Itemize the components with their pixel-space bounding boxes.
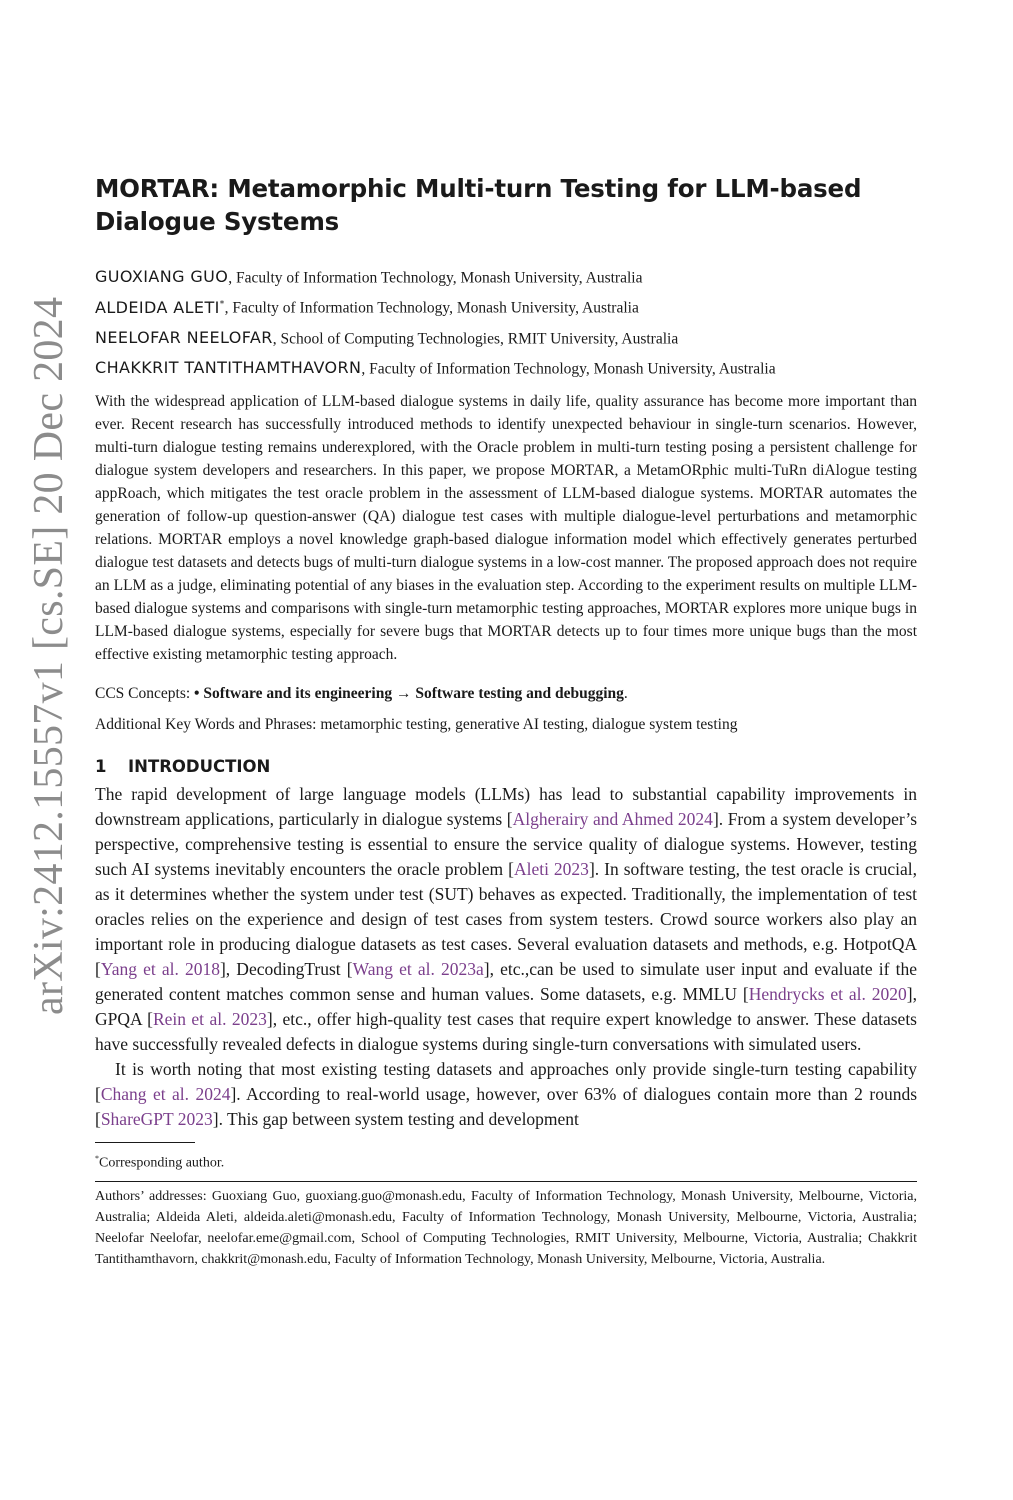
paragraph-text: ]. This gap between system testing and development	[212, 1108, 579, 1129]
citation-link[interactable]: Aleti 2023	[513, 858, 589, 879]
citation-link[interactable]: Yang et al. 2018	[100, 958, 220, 979]
section-heading-introduction: 1 INTRODUCTION	[95, 756, 271, 776]
author-name: CHAKKRIT TANTITHAMTHAVORN	[95, 358, 362, 378]
author-affiliation: , Faculty of Information Technology, Monash University, Australia	[361, 360, 776, 378]
paragraph-text: The rapid development of large language models (LLMs) has lead to substantial capability improvements in downstream applications, particularly in dialogue systems [	[95, 783, 917, 829]
author-affiliation: , School of Computing Technologies, RMIT University, Australia	[272, 329, 679, 347]
paper-title: MORTAR: Metamorphic Multi-turn Testing for LLM-based Dialogue Systems	[95, 174, 862, 236]
ccs-concept-term: • Software and its engineering → Software testing and debugging	[194, 684, 624, 702]
author-entry	[95, 322, 917, 352]
author-entry	[95, 261, 917, 291]
keywords: Additional Key Words and Phrases: metamorphic testing, generative AI testing, dialogue system testing	[95, 715, 738, 733]
author-entry	[95, 291, 917, 321]
arxiv-identifier: arXiv:2412.15557v1 [cs.SE] 20 Dec 2024	[26, 296, 72, 1015]
paragraph-text: ], etc.,can be used to simulate user input and evaluate if the generated content matches common sense and human values. Some datasets, e.g. MMLU [	[95, 958, 917, 1004]
paper-first-page	[95, 172, 917, 1270]
citation-link[interactable]: Hendrycks et al. 2020	[748, 983, 907, 1004]
paragraph-text: ], GPQA [	[95, 983, 917, 1029]
intro-paragraph-2	[95, 1057, 917, 1132]
author-affiliation: , Faculty of Information Technology, Monash University, Australia	[228, 269, 643, 287]
paragraph-text: ], etc., offer high-quality test cases that require expert knowledge to answer. These datasets have successfully revealed defects in dialogue systems during single-turn conversations with simulated users.	[95, 1008, 917, 1054]
paragraph-text: It is worth noting that most existing testing datasets and approaches only provide single-turn testing capability [	[95, 1058, 917, 1104]
corresponding-author-mark: *	[219, 299, 225, 310]
footnote-divider	[95, 1142, 195, 1143]
author-entry	[95, 352, 917, 382]
author-name: ALDEIDA ALETI*	[95, 297, 225, 317]
author-name: NEELOFAR NEELOFAR	[95, 327, 273, 347]
paragraph-text: ]. From a system developer’s perspective, comprehensive testing is essential to ensure the service quality of dialogue systems. However, testing such AI systems inevitably encounters the oracle problem [	[95, 808, 918, 879]
citation-link[interactable]: Chang et al. 2024	[100, 1083, 231, 1104]
paragraph-text: ]. In software testing, the test oracle is crucial, as it determines whether the system under test (SUT) behaves as expected. Traditionally, the implementation of test oracles relies on the experience and design of test cases from system testers. Crowd source workers also play an important role in producing dialogue datasets as test cases. Several evaluation datasets and methods, e.g. HotpotQA [	[95, 858, 917, 979]
paragraph-text: ]. According to real-world usage, however, over 63% of dialogues contain more than 2 rounds [	[95, 1083, 918, 1129]
author-addresses: Authors’ addresses: Guoxiang Guo, guoxiang.guo@monash.edu, Faculty of Information Technology, Monash University, Melbourne, Victoria, Australia; Aldeida Aleti, aldeida.aleti@monash.edu, Faculty of Information Technology, Monash University, Melbourne, Victoria, Australia; Neelofar Neelofar, neelofar.eme@gmail.com, School of Computing Technologies, RMIT University, Melbourne, Victoria, Australia; Chakkrit Tantithamthavorn, chakkrit@monash.edu, Faculty of Information Technology, Monash University, Melbourne, Victoria, Australia.	[95, 1189, 917, 1268]
addresses-divider	[95, 1181, 917, 1182]
author-affiliation: , Faculty of Information Technology, Monash University, Australia	[224, 299, 639, 317]
ccs-concepts: CCS Concepts: • Software and its engineering → Software testing and debugging.	[95, 684, 628, 702]
author-name: GUOXIANG GUO	[95, 267, 229, 287]
citation-link[interactable]: Rein et al. 2023	[152, 1008, 267, 1029]
paragraph-text: ], DecodingTrust [	[219, 958, 353, 979]
author-list	[95, 261, 917, 382]
citation-link[interactable]: Wang et al. 2023a	[352, 958, 484, 979]
footnote-corresponding-author: *Corresponding author.	[95, 1153, 225, 1171]
abstract: With the widespread application of LLM-based dialogue systems in daily life, quality assurance has become more important than ever. Recent research has successfully introduced methods to identify unexpected behaviour in single-turn scenarios. However, multi-turn dialogue testing remains underexplored, with the Oracle problem in multi-turn testing posing a persistent challenge for dialogue system developers and researchers. In this paper, we propose MORTAR, a MetamORphic multi-TuRn diAlogue testing appRoach, which mitigates the test oracle problem in the assessment of LLM-based dialogue systems. MORTAR automates the generation of follow-up question-answer (QA) dialogue test cases with multiple dialogue-level perturbations and metamorphic relations. MORTAR employs a novel knowledge graph-based dialogue information model which effectively generates perturbed dialogue test datasets and detects bugs of multi-turn dialogue systems in a low-cost manner. The proposed approach does not require an LLM as a judge, eliminating potential of any biases in the evaluation step. According to the experiment results on multiple LLM-based dialogue systems and comparisons with single-turn metamorphic testing approaches, MORTAR explores more unique bugs in LLM-based dialogue systems, especially for severe bugs that MORTAR detects up to four times more unique bugs than the most effective existing metamorphic testing approach.	[95, 393, 917, 664]
citation-link[interactable]: Algherairy and Ahmed 2024	[512, 808, 713, 829]
intro-paragraph-1	[95, 782, 917, 1057]
citation-link[interactable]: ShareGPT 2023	[100, 1108, 213, 1129]
